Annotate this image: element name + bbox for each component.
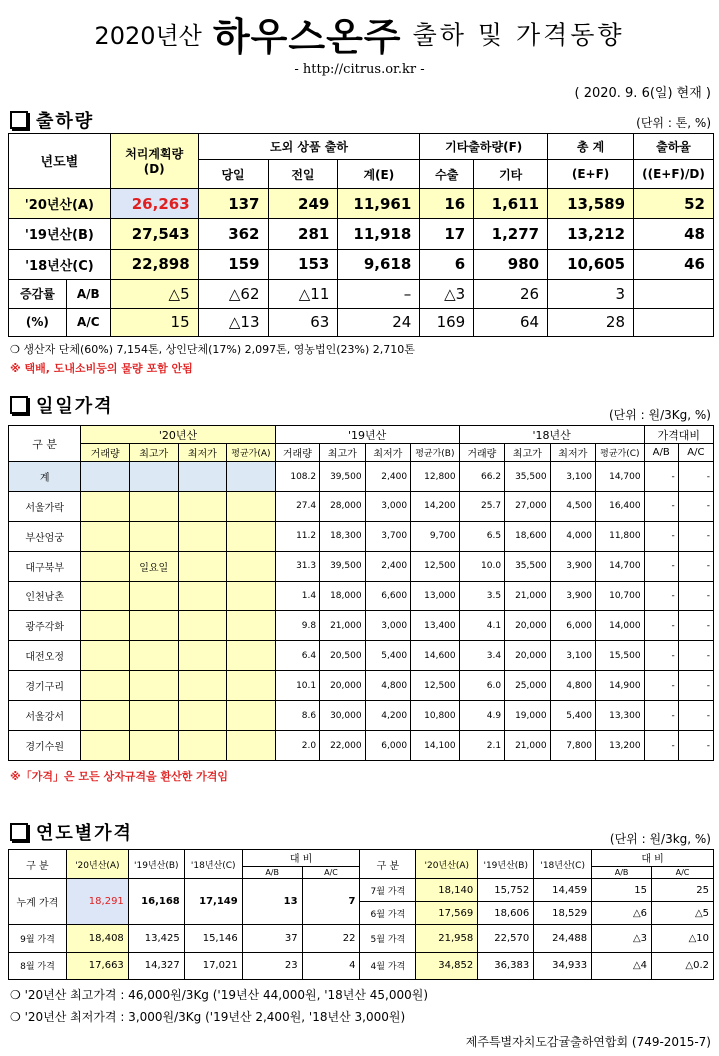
table-cell: 5,400 xyxy=(365,641,410,671)
table-cell xyxy=(178,462,227,491)
table-row: 6월 가격 17,569 18,606 18,529 △6 △5 xyxy=(9,902,714,925)
table-cell: 6,000 xyxy=(550,611,595,641)
table-cell xyxy=(227,611,276,641)
table-cell: - xyxy=(678,551,713,581)
table-row: '20년산(A) 26,263 137 249 11,961 16 1,611 13,589 52 xyxy=(9,188,714,218)
table-row xyxy=(9,671,714,701)
table-cell: 3,700 xyxy=(365,521,410,551)
table-cell: 27.4 xyxy=(275,491,319,521)
table-cell: - xyxy=(678,701,713,731)
table-cell: - xyxy=(644,491,678,521)
table-cell: 2,400 xyxy=(365,551,410,581)
table-cell: 4,200 xyxy=(365,701,410,731)
table-cell: 3,100 xyxy=(550,462,595,491)
table-cell: 14,100 xyxy=(411,731,460,761)
table-cell: 19,000 xyxy=(505,701,550,731)
report-date: ( 2020. 9. 6(일) 현재 ) xyxy=(574,86,711,101)
table-cell: 대전오정 xyxy=(9,641,81,671)
table-cell: 31.3 xyxy=(275,551,319,581)
hdr-plan: 처리계획량 (D) xyxy=(110,134,198,189)
hdr-cmp: 가격대비 xyxy=(644,426,713,444)
table-row xyxy=(9,611,714,641)
table-cell xyxy=(178,521,227,551)
table-cell: 4,800 xyxy=(550,671,595,701)
daily-price-table: 구 분 '20년산 '19년산 '18년산 가격대비 거래량 최고가 최저가 평균가(A) 거래량 최고가 최저가 평균가(B) 거래량 최고가 최저가 평균가(C) A/B A/C 계 108.2 39,500 2,400 12,800 66.2 35,500 3,100 14,700 - - 서울가락 27.4 28,000 3,000 14,200 25.7 27,000 4,500 16,400 - - 부산엄궁 11.2 18,300 3,700 9,700 6.5 18,600 4,000 11,800 - - 대구북부 일요일 31.3 39,500 2,400 12,500 10.0 35,500 3,900 14,700 - - 인천남촌 1.4 18,000 6,600 13,000 3.5 21,000 3,900 10,700 - - 광주각화 9.8 21,000 3,000 13,400 4.1 20,000 6,000 14,000 - - 대전오정 6.4 20,500 5,400 14,600 3.4 20,000 3,100 15,500 - - 경기구리 10.1 20,000 4,800 12,500 6.0 25,000 4,800 14,900 - - 서울강서 8.6 30,000 4,200 10,800 4.9 19,000 5,400 13,300 - - 경기수원 2.0 22,000 6,000 14,100 2.1 21,000 7,800 13,200 - - xyxy=(8,425,714,761)
table-cell: - xyxy=(678,611,713,641)
hdr-prev: 전일 xyxy=(268,160,338,188)
table-cell: 6,000 xyxy=(365,731,410,761)
table-cell xyxy=(178,701,227,731)
table-row xyxy=(9,521,714,551)
table-cell: 4.9 xyxy=(459,701,504,731)
table-cell: 3.5 xyxy=(459,581,504,611)
table-cell xyxy=(129,671,178,701)
table-cell: 27,000 xyxy=(505,491,550,521)
table-cell: 서울강서 xyxy=(9,701,81,731)
table-cell xyxy=(81,491,130,521)
table-cell: 9.8 xyxy=(275,611,319,641)
hdr-inland: 도외 상품 출하 xyxy=(198,134,420,160)
table-cell: - xyxy=(644,551,678,581)
table-cell: 13,300 xyxy=(596,701,645,731)
table-cell: 10.1 xyxy=(275,671,319,701)
table-row xyxy=(9,701,714,731)
table-cell: - xyxy=(644,731,678,761)
hdr-other: 기타 xyxy=(474,160,548,188)
table-cell: 3,900 xyxy=(550,581,595,611)
table-cell: 12,500 xyxy=(411,551,460,581)
table-cell: - xyxy=(644,671,678,701)
table-cell xyxy=(129,611,178,641)
table-cell: 부산엄궁 xyxy=(9,521,81,551)
table-cell xyxy=(129,641,178,671)
table-cell: 39,500 xyxy=(320,551,365,581)
section-daily-title: 일일가격 xyxy=(36,396,114,417)
table-cell: 6.5 xyxy=(459,521,504,551)
table-row xyxy=(9,462,714,491)
table-cell xyxy=(178,671,227,701)
hdr-year: 년도별 xyxy=(9,134,111,189)
title-main: 하우스온주 xyxy=(212,15,402,59)
section-yearly-header xyxy=(10,819,133,845)
table-cell: 21,000 xyxy=(320,611,365,641)
table-cell xyxy=(178,551,227,581)
table-cell: 7,800 xyxy=(550,731,595,761)
table-cell: 14,200 xyxy=(411,491,460,521)
table-cell: 3,900 xyxy=(550,551,595,581)
table-cell: - xyxy=(644,581,678,611)
table-cell xyxy=(178,611,227,641)
table-cell xyxy=(227,521,276,551)
table-cell: 14,600 xyxy=(411,641,460,671)
table-cell: 11.2 xyxy=(275,521,319,551)
table-cell xyxy=(129,581,178,611)
table-row: 8월 가격 17,663 14,327 17,021 23 4 4월 가격 34,852 36,383 34,933 △4 △0.2 xyxy=(9,952,714,979)
table-cell: 14,900 xyxy=(596,671,645,701)
table-cell: 39,500 xyxy=(320,462,365,491)
table-cell xyxy=(81,581,130,611)
table-cell xyxy=(178,491,227,521)
hdr-y20: '20년산 xyxy=(81,426,275,444)
table-cell: - xyxy=(644,521,678,551)
table-cell: 6.0 xyxy=(459,671,504,701)
table-cell: - xyxy=(644,462,678,491)
table-cell: 13,400 xyxy=(411,611,460,641)
table-cell: 5,400 xyxy=(550,701,595,731)
table-cell: 11,800 xyxy=(596,521,645,551)
title-year: 2020년산 xyxy=(94,22,202,50)
table-cell: 108.2 xyxy=(275,462,319,491)
table-cell: 10,700 xyxy=(596,581,645,611)
table-cell: 21,000 xyxy=(505,581,550,611)
table-cell: 서울가락 xyxy=(9,491,81,521)
daily-unit: (단위 : 원/3Kg, %) xyxy=(608,408,711,422)
yearly-price-table: 구 분 '20년산(A) '19년산(B) '18년산(C) 대 비 구 분 '20년산(A) '19년산(B) '18년산(C) 대 비 A/B A/C A/B A/C 누계 가격 18,291 16,168 17,149 13 7 7월 가격 18,140 15,752 14,459 15 25 6월 가격 17,569 18,606 18,529 △6 △5 9월 가격 18,408 13,425 15,146 37 22 5월 가격 21,958 22,570 24,488 △3 △10 8월 가격 17,663 14,327 17,021 23 4 4월 가격 34,852 36,383 34,933 △4 △0.2 xyxy=(8,849,714,980)
table-cell: 13,200 xyxy=(596,731,645,761)
table-cell xyxy=(81,641,130,671)
table-cell: 3,000 xyxy=(365,491,410,521)
table-row: 증감률 A/B △5 △62 △11 – △3 26 3 xyxy=(9,280,714,308)
table-cell: - xyxy=(678,641,713,671)
table-cell: 10,800 xyxy=(411,701,460,731)
table-cell xyxy=(129,462,178,491)
hdr-etc: 기타출하량(F) xyxy=(420,134,548,160)
table-row: 9월 가격 18,408 13,425 15,146 37 22 5월 가격 21,958 22,570 24,488 △3 △10 xyxy=(9,925,714,952)
table-cell xyxy=(227,551,276,581)
hdr-total-sub: (E+F) xyxy=(548,160,634,188)
table-cell xyxy=(129,731,178,761)
table-cell: 1.4 xyxy=(275,581,319,611)
table-row xyxy=(9,551,714,581)
price-note: ※「가격」은 모든 상자규격을 환산한 가격임 xyxy=(10,770,229,783)
table-cell: 18,600 xyxy=(505,521,550,551)
table-cell: - xyxy=(644,701,678,731)
table-row: (%) A/C 15 △13 63 24 169 64 28 xyxy=(9,308,714,337)
shipment-unit: (단위 : 톤, %) xyxy=(636,116,711,130)
table-cell: 20,000 xyxy=(505,641,550,671)
shipment-table xyxy=(8,133,714,337)
table-cell: 20,000 xyxy=(505,611,550,641)
table-cell: 14,700 xyxy=(596,551,645,581)
section-shipment-header xyxy=(10,107,94,133)
table-cell xyxy=(81,462,130,491)
hdr-rate: 출하율 xyxy=(634,134,714,160)
footer-org: 제주특별자치도감귤출하연합회 (749-2015-7) xyxy=(465,1035,711,1049)
table-cell: 3,000 xyxy=(365,611,410,641)
table-cell: 20,500 xyxy=(320,641,365,671)
table-cell: 20,000 xyxy=(320,671,365,701)
table-row: '19년산(B) 27,543 362 281 11,918 17 1,277 13,212 48 xyxy=(9,219,714,249)
page-title xyxy=(0,6,719,61)
table-cell xyxy=(81,731,130,761)
table-cell: 10.0 xyxy=(459,551,504,581)
checkbox-square-icon xyxy=(10,111,28,129)
table-cell xyxy=(227,462,276,491)
table-row: 누계 가격 18,291 16,168 17,149 13 7 7월 가격 18,140 15,752 14,459 15 25 xyxy=(9,879,714,902)
table-cell: 2,400 xyxy=(365,462,410,491)
hdr-export: 수출 xyxy=(420,160,474,188)
table-cell: 22,000 xyxy=(320,731,365,761)
table-cell: 35,500 xyxy=(505,551,550,581)
table-cell: 2.1 xyxy=(459,731,504,761)
hdr-gu: 구 분 xyxy=(9,426,81,462)
table-cell xyxy=(227,671,276,701)
hdr-y18: '18년산 xyxy=(459,426,644,444)
table-cell xyxy=(178,581,227,611)
section-daily-header xyxy=(10,392,114,418)
table-cell: 18,300 xyxy=(320,521,365,551)
table-row xyxy=(9,641,714,671)
table-cell: 16,400 xyxy=(596,491,645,521)
table-cell: 6.4 xyxy=(275,641,319,671)
table-cell xyxy=(129,701,178,731)
max-price-note: ❍ '20년산 최고가격 : 46,000원/3Kg ('19년산 44,000원, '18년산 45,000원) xyxy=(10,988,429,1002)
table-cell: 6,600 xyxy=(365,581,410,611)
table-cell xyxy=(227,491,276,521)
table-cell xyxy=(227,701,276,731)
table-cell: 4,500 xyxy=(550,491,595,521)
table-cell xyxy=(81,521,130,551)
table-row xyxy=(9,731,714,761)
table-cell: 8.6 xyxy=(275,701,319,731)
checkbox-square-icon xyxy=(10,396,28,414)
table-cell: 13,000 xyxy=(411,581,460,611)
table-cell: 18,000 xyxy=(320,581,365,611)
title-rest: 출하 및 가격동향 xyxy=(412,20,625,50)
table-cell: 14,700 xyxy=(596,462,645,491)
table-cell: 인천남촌 xyxy=(9,581,81,611)
table-cell xyxy=(227,641,276,671)
table-cell xyxy=(81,611,130,641)
hdr-total: 총 계 xyxy=(548,134,634,160)
table-cell: 25.7 xyxy=(459,491,504,521)
table-cell xyxy=(81,551,130,581)
table-cell: 2.0 xyxy=(275,731,319,761)
table-cell: 4.1 xyxy=(459,611,504,641)
table-cell: 12,500 xyxy=(411,671,460,701)
table-cell xyxy=(227,581,276,611)
table-cell: - xyxy=(678,462,713,491)
table-cell xyxy=(129,491,178,521)
table-cell xyxy=(178,731,227,761)
table-cell xyxy=(178,641,227,671)
table-cell: 30,000 xyxy=(320,701,365,731)
section-shipment-title: 출하량 xyxy=(36,111,95,132)
producer-note: ❍ 생산자 단체(60%) 7,154톤, 상인단체(17%) 2,097톤, 영농법인(23%) 2,710톤 xyxy=(10,343,415,356)
hdr-y19: '19년산 xyxy=(275,426,459,444)
table-cell: 4,000 xyxy=(550,521,595,551)
table-cell: - xyxy=(678,581,713,611)
hdr-rate-sub: ((E+F)/D) xyxy=(634,160,714,188)
table-cell: 28,000 xyxy=(320,491,365,521)
table-cell: 계 xyxy=(9,462,81,491)
table-cell: 9,700 xyxy=(411,521,460,551)
min-price-note: ❍ '20년산 최저가격 : 3,000원/3Kg ('19년산 2,400원, '18년산 3,000원) xyxy=(10,1010,406,1024)
table-cell: 경기수원 xyxy=(9,731,81,761)
site-url: - http://citrus.or.kr - xyxy=(294,62,425,77)
table-cell: 대구북부 xyxy=(9,551,81,581)
delivery-note: ※ 택배, 도내소비등의 물량 포함 안됨 xyxy=(10,362,193,375)
checkbox-square-icon xyxy=(10,823,28,841)
table-cell: - xyxy=(678,491,713,521)
table-cell xyxy=(227,731,276,761)
table-cell: - xyxy=(678,671,713,701)
table-cell xyxy=(129,521,178,551)
table-cell: 3.4 xyxy=(459,641,504,671)
table-cell: 일요일 xyxy=(129,551,178,581)
table-cell: 12,800 xyxy=(411,462,460,491)
table-row xyxy=(9,491,714,521)
table-cell: - xyxy=(678,731,713,761)
table-cell: 경기구리 xyxy=(9,671,81,701)
yearly-unit: (단위 : 원/3kg, %) xyxy=(609,832,711,846)
table-cell: 15,500 xyxy=(596,641,645,671)
table-cell: 광주각화 xyxy=(9,611,81,641)
table-cell: 3,100 xyxy=(550,641,595,671)
table-row: '18년산(C) 22,898 159 153 9,618 6 980 10,605 46 xyxy=(9,249,714,279)
table-cell: - xyxy=(678,521,713,551)
hdr-sum: 계(E) xyxy=(338,160,420,188)
table-cell: 25,000 xyxy=(505,671,550,701)
hdr-day: 당일 xyxy=(198,160,268,188)
table-cell: 66.2 xyxy=(459,462,504,491)
table-cell: 35,500 xyxy=(505,462,550,491)
table-row xyxy=(9,581,714,611)
table-cell: - xyxy=(644,611,678,641)
table-cell: 4,800 xyxy=(365,671,410,701)
table-cell: 14,000 xyxy=(596,611,645,641)
table-cell xyxy=(81,671,130,701)
table-cell xyxy=(81,701,130,731)
table-cell: 21,000 xyxy=(505,731,550,761)
table-cell: - xyxy=(644,641,678,671)
section-yearly-title: 연도별가격 xyxy=(36,823,133,844)
